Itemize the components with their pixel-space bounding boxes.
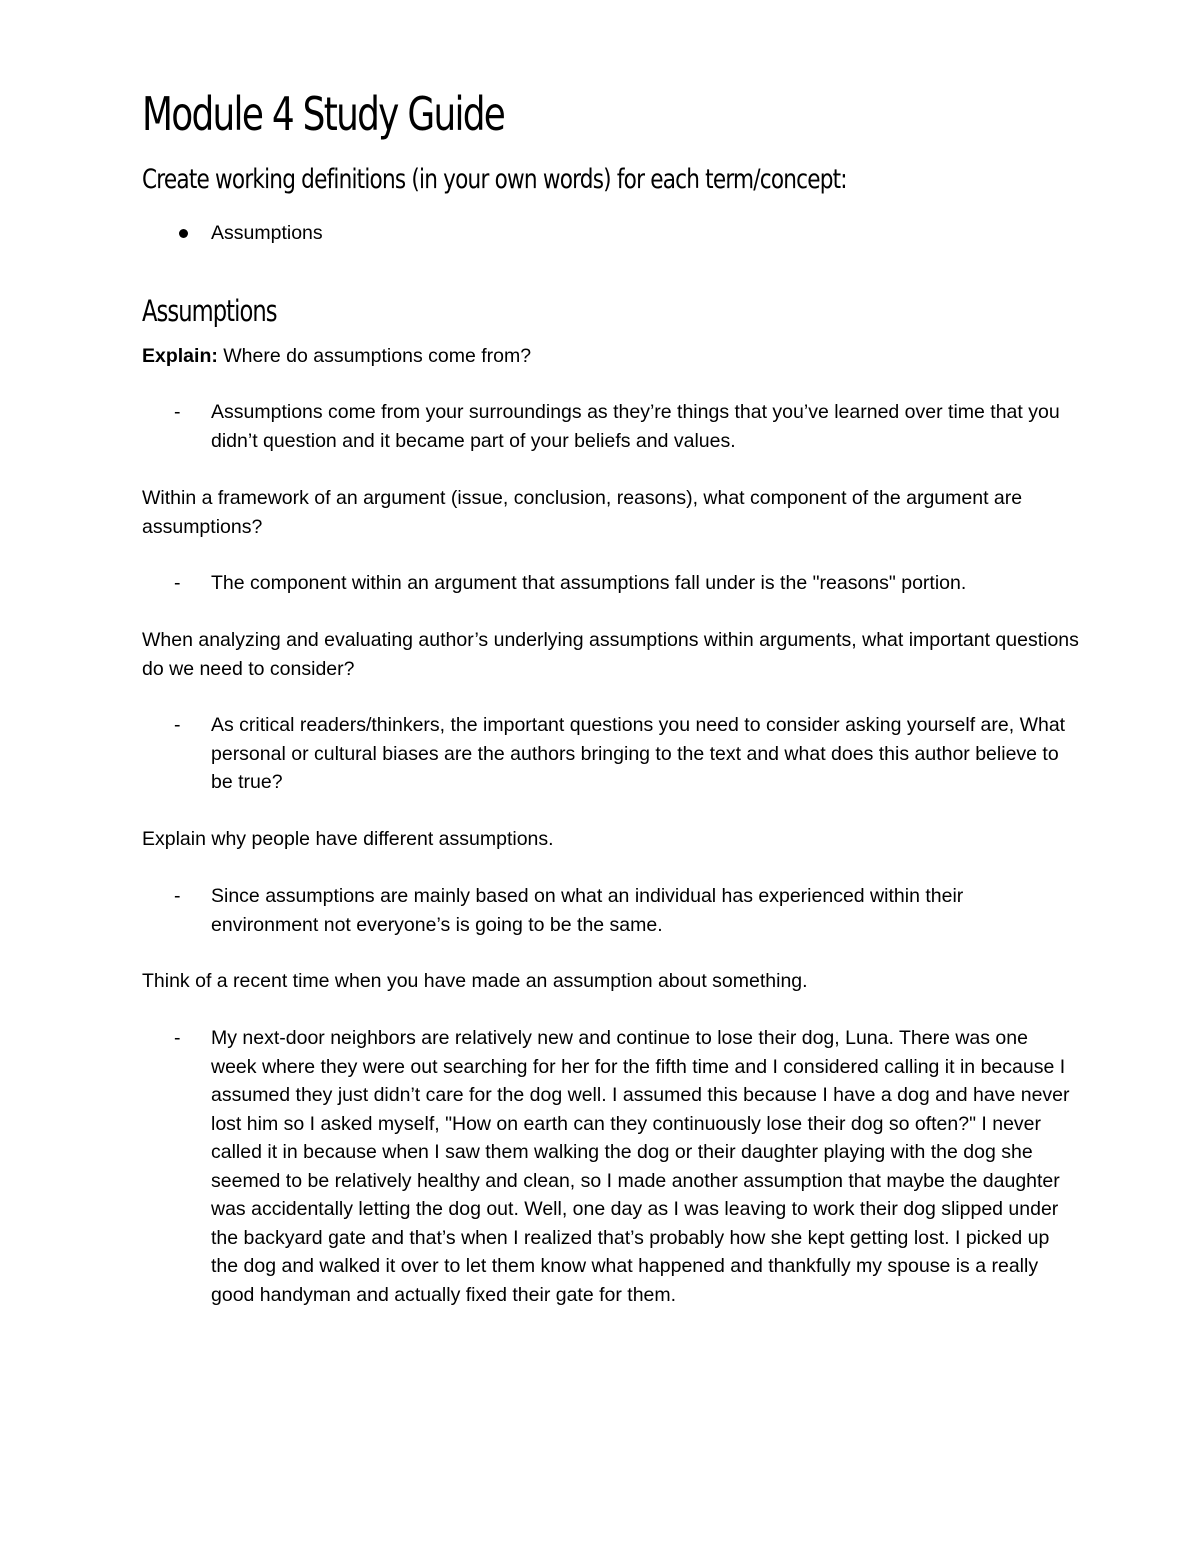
answer-4-text: Since assumptions are mainly based on what an individual has experienced within their environment not everyone’s is going to be the same. <box>211 885 964 936</box>
question-5: Think of a recent time when you have made an assumption about something. <box>142 970 808 992</box>
section-heading: Assumptions <box>142 294 277 328</box>
dash-marker: - <box>174 885 181 907</box>
document-title: Module 4 Study Guide <box>142 87 505 141</box>
answer-3 <box>142 711 1082 797</box>
answer-2-text: The component within an argument that assumptions fall under is the "reasons" portion. <box>211 572 967 594</box>
term-list-item <box>142 218 1042 248</box>
question-1 <box>142 342 1082 371</box>
answer-4 <box>142 882 1082 939</box>
explain-label: Explain: <box>142 345 218 367</box>
answer-1 <box>142 398 1082 455</box>
answer-1-text: Assumptions come from your surroundings as they’re things that you’ve learned over time that you didn’t question and it became part of your beliefs and values. <box>211 401 1060 452</box>
bullet-dot-icon <box>179 229 188 238</box>
question-3: When analyzing and evaluating author’s underlying assumptions within arguments, what important questions do we need to consider? <box>142 629 1079 680</box>
answer-5-text: My next-door neighbors are relatively new and continue to lose their dog, Luna. There was one week where they were out searching for her for the fifth time and I considered calling it in because I assumed they just didn’t care for the dog well. I assumed this because I have a dog and have never lost him so I asked myself, "How on earth can they continuously lose their dog so often?" I never called it in because when I saw them walking the dog or their daughter playing with the dog she seemed to be relatively healthy and clean, so I made another assumption that maybe the daughter was accidentally letting the dog out. Well, one day as I was leaving to work their dog slipped under the backyard gate and that’s when I realized that’s probably how she kept getting lost. I picked up the dog and walked it over to let them know what happened and thankfully my spouse is a really good handyman and actually fixed their gate for them. <box>211 1027 1070 1306</box>
instructions-heading: Create working definitions (in your own words) for each term/concept: <box>142 164 847 195</box>
dash-marker: - <box>174 714 181 736</box>
dash-marker: - <box>174 401 181 423</box>
answer-2 <box>142 569 1082 598</box>
dash-marker: - <box>174 1027 181 1049</box>
question-1-text: Where do assumptions come from? <box>217 345 532 367</box>
term-label: Assumptions <box>211 222 323 244</box>
answer-5 <box>142 1024 1082 1309</box>
question-4: Explain why people have different assumptions. <box>142 828 554 850</box>
answer-3-text: As critical readers/thinkers, the important questions you need to consider asking yourself are, What personal or cultural biases are the authors bringing to the text and what does this author believe to be true? <box>211 714 1066 793</box>
dash-marker: - <box>174 572 181 594</box>
question-2: Within a framework of an argument (issue, conclusion, reasons), what component of the argument are assumptions? <box>142 487 1023 538</box>
